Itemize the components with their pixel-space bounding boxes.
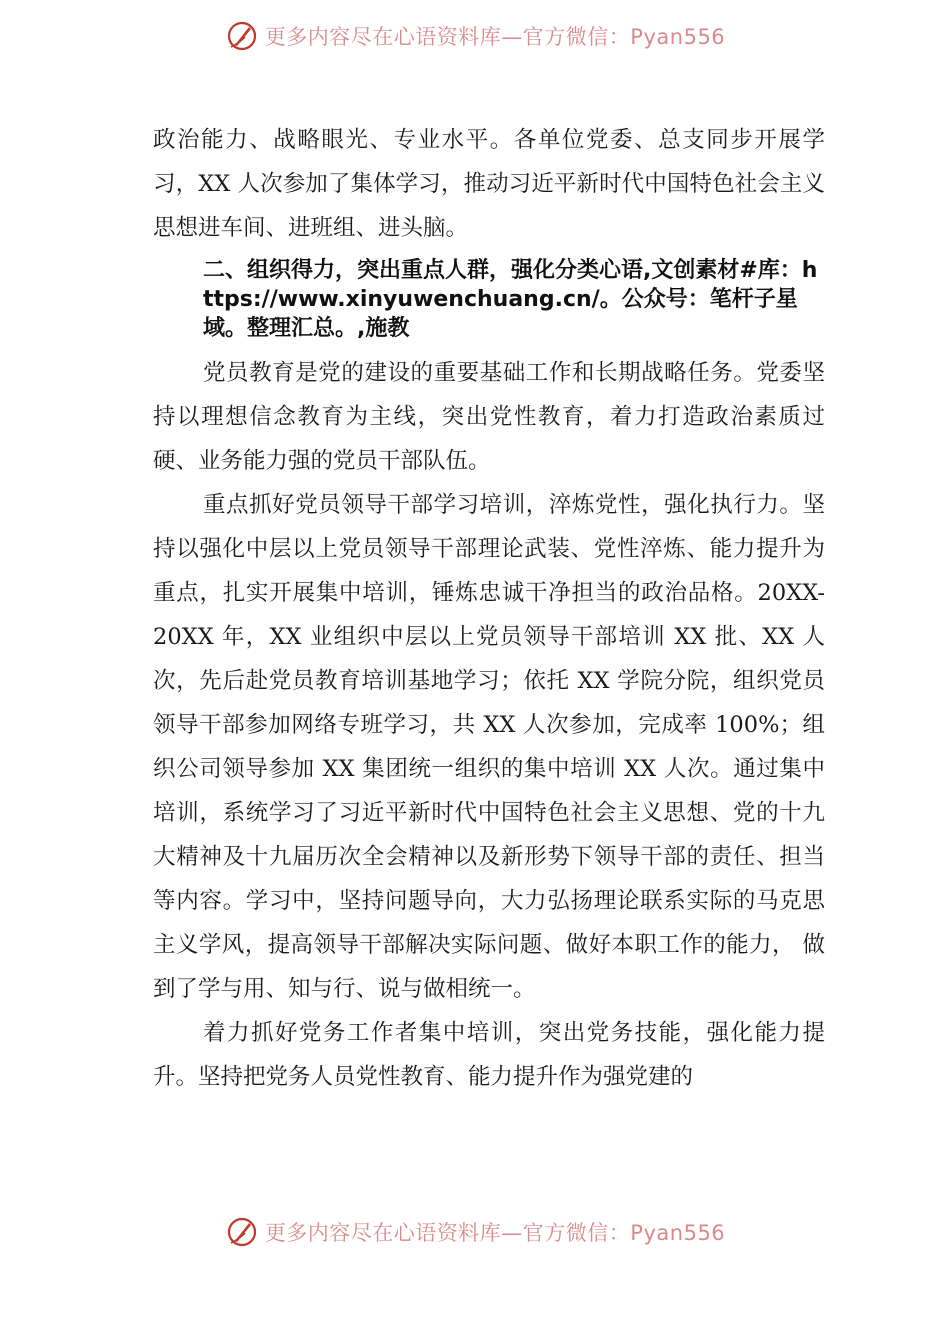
footer-banner-text: 更多内容尽在心语资料库—官方微信：Pyan556 xyxy=(264,1221,726,1245)
section-heading: 二、组织得力，突出重点人群，强化分类心语,文创素材#库：https://www.xinyuwenchuang.cn/。公众号：笔杆子星域。整理汇总。,施教 xyxy=(203,258,818,341)
paragraph-4: 着力抓好党务工作者集中培训，突出党务技能，强化能力提升。坚持把党务人员党性教育、能力提升作为强党建的 xyxy=(153,1020,825,1090)
paragraph-3: 重点抓好党员领导干部学习培训，淬炼党性，强化执行力。坚持以强化中层以上党员领导干部理论武装、党性淬炼、能力提升为重点，扎实开展集中培训，锤炼忠诚干净担当的政治品格。20XX-20XX 年，XX 业组织中层以上党员领导干部培训 XX 批、XX 人次，先后赴党员教育培训基地学习；依托 XX 学院分院，组织党员领导干部参加网络专班学习，共 XX 人次参加，完成率 100%；组织公司领导参加 XX 集团统一组织的集中培训 XX 人次。通过集中培训，系统学习了习近平新时代中国特色社会主义思想、党的十九大精神及十九届历次全会精神以及新形势下领导干部的责任、担当等内容。学习中，坚持问题导向，大力弘扬理论联系实际的马克思主义学风，提高领导干部解决实际问题、做好本职工作的能力， 做到了学与用、知与行、说与做相统一。 xyxy=(153,492,825,1002)
paragraph-2: 党员教育是党的建设的重要基础工作和长期战略任务。党委坚持以理想信念教育为主线，突出党性教育，着力打造政治素质过硬、业务能力强的党员干部队伍。 xyxy=(153,360,825,474)
section-heading-wrap xyxy=(153,250,825,351)
paragraph-1: 政治能力、战略眼光、专业水平。各单位党委、总支同步开展学习，XX 人次参加了集体学习，推动习近平新时代中国特色社会主义思想进车间、进班组、进头脑。 xyxy=(153,127,825,241)
footer-banner xyxy=(0,1212,950,1252)
header-banner xyxy=(0,16,950,56)
quill-logo-icon xyxy=(225,19,259,53)
header-banner-text: 更多内容尽在心语资料库—官方微信：Pyan556 xyxy=(264,25,726,49)
document-body xyxy=(153,118,825,1099)
quill-logo-icon xyxy=(225,1215,259,1249)
